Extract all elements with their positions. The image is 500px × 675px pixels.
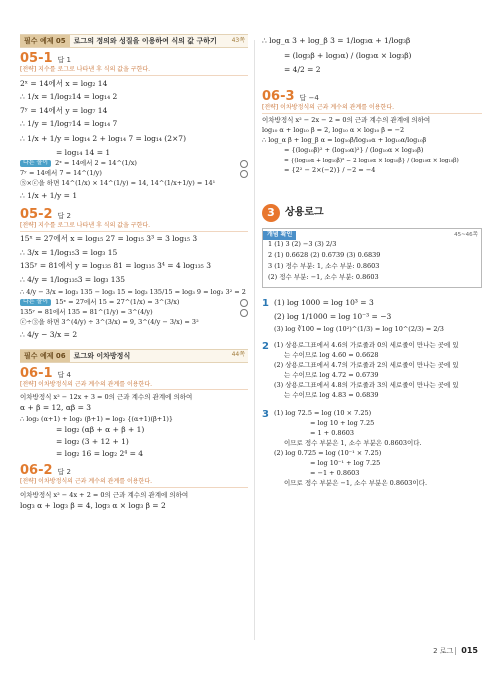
circle-marker-icon — [240, 309, 248, 317]
solution-line: = 1 + 0.8603 — [310, 428, 354, 437]
solution-line: 는 수이므로 log 4.83 = 0.6839 — [284, 390, 379, 399]
answer: 답 2 — [57, 211, 71, 220]
other-line-text: 15ˣ = 27에서 15 = 27^(1/x) = 3^(3/x) — [55, 297, 180, 306]
solution-line: = {(log₁₀α + log₁₀β)² − 2 log₁₀α × log₁₀β} / (log₁₀α × log₁₀β) — [284, 157, 459, 164]
circle-marker-icon — [240, 160, 248, 168]
problem-number: 05-2 — [20, 206, 53, 222]
solution-line: 이차방정식 x² − 2x − 2 = 0의 근과 계수의 관계에 의하여 — [262, 116, 431, 125]
solution-line: α + β = 12, αβ = 3 — [20, 403, 92, 413]
other-solution-line: ∴ 1/x + 1/y = 1 — [20, 191, 78, 201]
answer: 답 −4 — [299, 94, 319, 102]
solution-line: 135ʸ = 81에서 y = log₁₃₅ 81 = log₁₃₅ 3⁴ = 4 log₁₃₅ 3 — [20, 261, 211, 271]
solution-line: 이차방정식 x² − 4x + 2 = 0의 근과 계수의 관계에 의하여 — [20, 490, 189, 499]
other-line-text: 2ˣ = 14에서 2 = 14^(1/x) — [55, 159, 137, 168]
strategy: [전략] 지수를 로그로 나타낸 후 식의 값을 구한다. — [20, 67, 248, 76]
right-column — [262, 34, 482, 489]
question-body — [274, 298, 482, 335]
page-footer — [433, 646, 478, 655]
other-solution-tag: 다른 풀이 — [20, 160, 51, 167]
circle-marker-icon — [240, 299, 248, 307]
column-divider — [254, 40, 255, 640]
section-number: 3 — [262, 204, 280, 222]
example-banner-06 — [20, 349, 248, 363]
solution-line: 는 수이므로 log 4.72 = 0.6739 — [284, 370, 379, 379]
solution-line: (3) 상용로그표에서 4.8의 가로줄과 3의 세로줄이 만나는 곳에 있 — [274, 380, 459, 389]
solution-line: = log 10⁻¹ + log 7.25 — [310, 458, 381, 467]
solution-line: log₁₀ α + log₁₀ β = 2, log₁₀ α × log₁₀ β = −2 — [262, 126, 405, 135]
solution-line: ∴ 1/y = 1/log₇14 = log₁₄ 7 — [20, 119, 118, 129]
answer: 답 2 — [57, 468, 71, 477]
problem-number: 05-1 — [20, 51, 53, 66]
strategy: [전략] 이차방정식의 근과 계수의 관계를 이용한다. — [20, 479, 248, 488]
concept-page: 45~46쪽 — [454, 232, 478, 239]
solution-line: 7ʸ = 14에서 y = log₇ 14 — [20, 105, 108, 115]
problem-05-2 — [20, 208, 248, 223]
solution-line: 는 수이므로 log 4.60 = 0.6628 — [284, 350, 379, 359]
solution-line: = log₂ 16 = log₂ 2⁴ = 4 — [56, 449, 144, 459]
solution-line: log₃ α + log₃ β = 4, log₃ α × log₃ β = 2 — [20, 501, 166, 510]
solution-line: (1) log 72.5 = log (10 × 7.25) — [274, 408, 372, 417]
section-title: 상용로그 — [285, 207, 324, 219]
problem-number: 06-1 — [20, 365, 53, 381]
concept-check-box — [262, 228, 482, 288]
solution-line: 이므로 정수 부분은 −1, 소수 부분은 0.8603이다. — [284, 478, 428, 487]
strategy: [전략] 지수를 로그로 나타낸 후 식의 값을 구한다. — [20, 223, 248, 232]
problem-06-3 — [262, 90, 482, 105]
concept-line: 2 (1) 0.6628 (2) 0.6739 (3) 0.6839 — [268, 251, 381, 260]
problem-number: 06-2 — [20, 463, 53, 479]
banner-page: 43쪽 — [231, 36, 245, 44]
answer: 답 4 — [57, 370, 71, 379]
other-solution-line: ⑤×ⓒ을 하면 14^(1/x) × 14^(1/y) = 14, 14^(1/x+1/y) = 14¹ — [20, 179, 216, 188]
solution-line: = log₂ (3 + 12 + 1) — [56, 437, 129, 447]
solution-line: (2) log 1/1000 = log 10⁻³ = −3 — [274, 311, 392, 321]
problem-05-1 — [20, 52, 248, 67]
banner-page: 44쪽 — [231, 351, 245, 359]
other-line-text: 135ʸ = 81에서 135 = 81^(1/y) = 3^(4/y) — [20, 307, 153, 316]
solution-line: = log₁₄ 14 = 1 — [56, 147, 111, 157]
strategy: [전략] 이차방정식의 근과 계수의 관계를 이용한다. — [262, 105, 482, 114]
solution-line: (3) log ∛100 = log (10²)^(1/3) = log 10^(2/3) = 2/3 — [274, 324, 444, 333]
concept-line: 1 (1) 3 (2) −3 (3) 2/3 — [268, 240, 337, 249]
concept-header — [263, 229, 481, 240]
left-column — [20, 34, 248, 512]
solution-line: = log₂ (αβ + α + β + 1) — [56, 425, 145, 435]
other-solution-line — [20, 159, 248, 169]
footer-separator — [455, 647, 456, 655]
other-line-text: 7ʸ = 14에서 7 = 14^(1/y) — [20, 169, 102, 178]
solution-line: ∴ 3/x = 1/log₁₅3 = log₃ 15 — [20, 247, 118, 257]
question-2 — [262, 341, 482, 401]
solution-line: (1) 상용로그표에서 4.6의 가로줄과 0의 세로줄이 만나는 곳에 있 — [274, 340, 459, 349]
question-body — [274, 409, 482, 489]
solution-line: ∴ 1/x = 1/log₂14 = log₁₄ 2 — [20, 92, 118, 102]
strategy: [전략] 이차방정식의 근과 계수의 관계를 이용한다. — [20, 382, 248, 391]
solution-line: ∴ 1/x + 1/y = log₁₄ 2 + log₁₄ 7 = log₁₄ (2×7) — [20, 134, 186, 144]
solution-line: 이므로 정수 부분은 1, 소수 부분은 0.8603이다. — [284, 438, 422, 447]
question-number: 1 — [262, 297, 269, 309]
solution-line: = 4/2 = 2 — [284, 64, 321, 74]
solution-line: = −1 + 0.8603 — [310, 468, 360, 477]
circle-marker-icon — [240, 170, 248, 178]
concept-line: 3 (1) 정수 부분: 1, 소수 부분: 0.8603 — [268, 262, 380, 271]
solution-line: ∴ log₂ (α+1) + log₂ (β+1) = log₂ {(α+1)(β+1)} — [20, 414, 174, 423]
footer-page-number: 015 — [461, 646, 478, 655]
other-solution-line — [20, 169, 248, 179]
banner-tag: 필수 예제 05 — [20, 35, 70, 47]
example-banner-05 — [20, 34, 248, 48]
solution-line: 2ˣ = 14에서 x = log₂ 14 — [20, 78, 108, 88]
other-solution-line — [20, 308, 248, 318]
section-header — [262, 204, 482, 222]
footer-chapter: 2 로그 — [433, 646, 454, 655]
other-solution-tag: 다른 풀이 — [20, 299, 51, 306]
solution-line: ∴ log_α β + log_β α = log₁₀β/log₁₀α + log₁₀α/log₁₀β — [262, 136, 427, 145]
banner-tag: 필수 예제 06 — [20, 350, 70, 362]
problem-06-1 — [20, 367, 248, 382]
solution-line: (2) 상용로그표에서 4.7의 가로줄과 2의 세로줄이 만나는 곳에 있 — [274, 360, 459, 369]
question-3 — [262, 409, 482, 489]
question-number: 2 — [262, 340, 269, 352]
solution-line: = {2² − 2×(−2)} / −2 = −4 — [284, 166, 376, 175]
solution-line: = {(log₁₀β)² + (log₁₀α)²} / (log₁₀α × log₁₀β) — [284, 146, 424, 155]
question-body — [274, 341, 482, 401]
solution-line: ∴ log_α 3 + log_β 3 = 1/log₃α + 1/log₃β — [262, 36, 411, 46]
solution-line: ∴ 4/y = 1/log₁₃₅3 = log₃ 135 — [20, 274, 126, 284]
solution-line: 이차방정식 x² − 12x + 3 = 0의 근과 계수의 관계에 의하여 — [20, 392, 193, 401]
banner-title: 로그와 이차방정식 — [73, 351, 131, 360]
answer: 답 1 — [57, 56, 71, 64]
solution-line: = (log₃β + log₃α) / (log₃α × log₃β) — [284, 51, 412, 61]
problem-number: 06-3 — [262, 89, 295, 104]
concept-line: (2) 정수 부분: −1, 소수 부분: 0.8603 — [268, 273, 379, 282]
banner-title: 로그의 정의와 성질을 이용하여 식의 값 구하기 — [73, 36, 217, 45]
other-solution-line — [20, 298, 248, 308]
question-1 — [262, 298, 482, 335]
concept-tag: 개념 확인 — [263, 231, 296, 240]
question-number: 3 — [262, 408, 269, 420]
solution-line: 15ˣ = 27에서 x = log₁₅ 27 = log₁₅ 3³ = 3 log₁₅ 3 — [20, 234, 198, 244]
other-solution-line: ⓒ÷③을 하면 3^(4/y) ÷ 3^(3/x) = 9, 3^(4/y − 3/x) = 3² — [20, 317, 199, 326]
solution-line: = log 10 + log 7.25 — [310, 418, 375, 427]
solution-line: (2) log 0.725 = log (10⁻¹ × 7.25) — [274, 448, 382, 457]
solution-line: ∴ 4/y − 3/x = log₃ 135 − log₃ 15 = log₃ 135/15 = log₃ 9 = log₃ 3² = 2 — [20, 287, 246, 296]
other-solution-line: ∴ 4/y − 3/x = 2 — [20, 329, 78, 339]
solution-line: (1) log 1000 = log 10³ = 3 — [274, 298, 374, 308]
